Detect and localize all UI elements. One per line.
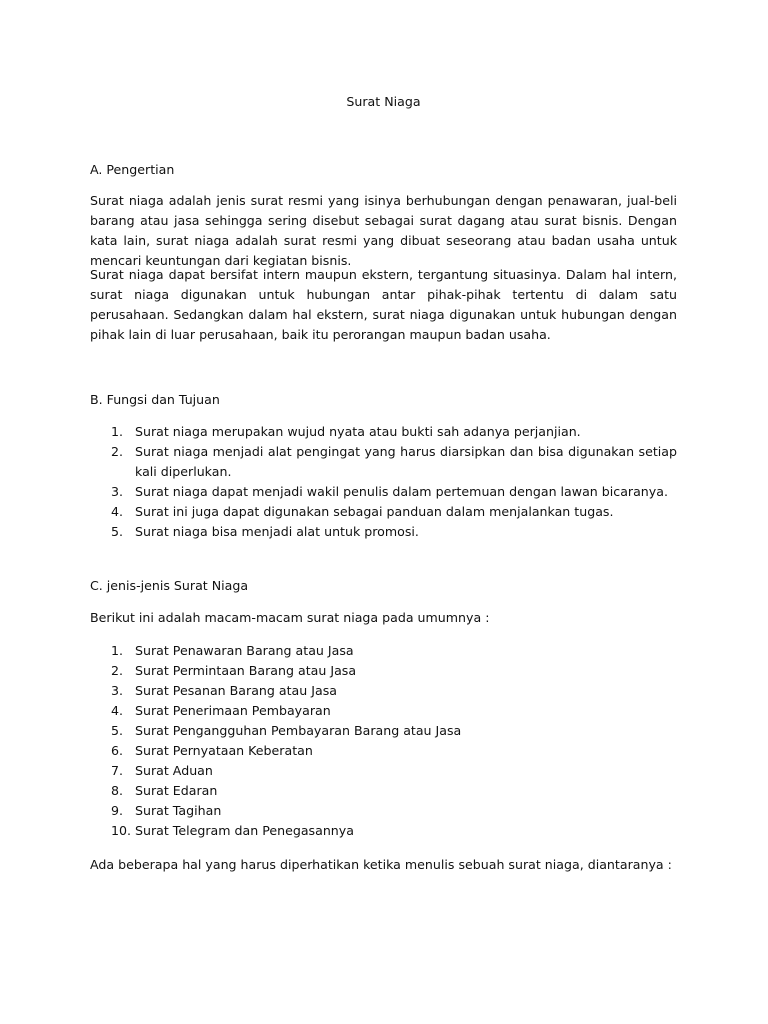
list-item: [90, 721, 677, 741]
list-item-text: Surat Pernyataan Keberatan: [135, 743, 313, 758]
list-item-text: Surat niaga menjadi alat pengingat yang harus diarsipkan dan bisa digunakan setiap kali diperlukan.: [135, 444, 677, 479]
list-item-text: Surat Permintaan Barang atau Jasa: [135, 663, 357, 678]
list-item-number: 7.: [111, 763, 124, 778]
list-item: [90, 821, 677, 841]
section-a-paragraph-1: Surat niaga adalah jenis surat resmi yang isinya berhubungan dengan penawaran, jual-beli barang atau jasa sehingga sering disebut sebagai surat dagang atau surat bisnis. Dengan kata lain, surat niaga adalah surat resmi yang dibuat seseorang atau badan usaha untuk mencari keuntungan dari kegiatan bisnis.: [90, 193, 677, 268]
list-item: [90, 482, 677, 502]
document-page: [90, 0, 677, 1024]
list-item-text: Surat Pengangguhan Pembayaran Barang atau Jasa: [135, 723, 462, 738]
list-item: [90, 781, 677, 801]
section-c-heading: C. jenis-jenis Surat Niaga: [90, 578, 249, 593]
list-item-text: Surat Penawaran Barang atau Jasa: [135, 643, 354, 658]
list-item-number: 5.: [111, 524, 124, 539]
section-a-paragraph-2: Surat niaga dapat bersifat intern maupun ekstern, tergantung situasinya. Dalam hal intern, surat niaga digunakan untuk hubungan antar pihak-pihak tertentu di dalam satu perusahaan. Sedangkan dalam hal ekstern, surat niaga digunakan untuk hubungan dengan pihak lain di luar perusahaan, baik itu perorangan maupun badan usaha.: [90, 267, 677, 342]
section-b-heading: B. Fungsi dan Tujuan: [90, 392, 220, 407]
list-item-number: 1.: [111, 643, 124, 658]
section-a-heading: A. Pengertian: [90, 162, 175, 177]
list-item-text: Surat niaga merupakan wujud nyata atau bukti sah adanya perjanjian.: [135, 424, 581, 439]
list-item-text: Surat ini juga dapat digunakan sebagai panduan dalam menjalankan tugas.: [135, 504, 614, 519]
list-item-number: 5.: [111, 723, 124, 738]
document-title: Surat Niaga: [346, 94, 421, 109]
section-c-list: [90, 641, 677, 841]
list-item-number: 3.: [111, 484, 124, 499]
list-item: [90, 701, 677, 721]
list-item: [90, 681, 677, 701]
section-b-list: [90, 422, 677, 542]
list-item-number: 1.: [111, 424, 124, 439]
list-item-number: 4.: [111, 703, 124, 718]
list-item-text: Surat niaga bisa menjadi alat untuk promosi.: [135, 524, 419, 539]
list-item: [90, 502, 677, 522]
list-item-number: 9.: [111, 803, 124, 818]
list-item-text: Surat Pesanan Barang atau Jasa: [135, 683, 337, 698]
list-item-text: Surat Penerimaan Pembayaran: [135, 703, 331, 718]
list-item-text: Surat Aduan: [135, 763, 213, 778]
list-item-text: Surat Tagihan: [135, 803, 222, 818]
list-item: [90, 661, 677, 681]
list-item: [90, 741, 677, 761]
list-item: [90, 801, 677, 821]
list-item: [90, 422, 677, 442]
list-item: [90, 442, 677, 482]
list-item-number: 6.: [111, 743, 124, 758]
list-item-text: Surat Telegram dan Penegasannya: [135, 823, 354, 838]
list-item-number: 4.: [111, 504, 124, 519]
section-c-closing: Ada beberapa hal yang harus diperhatikan ketika menulis sebuah surat niaga, diantaranya :: [90, 857, 672, 872]
list-item: [90, 641, 677, 661]
list-item-number: 10.: [111, 823, 132, 838]
section-c-intro: Berikut ini adalah macam-macam surat niaga pada umumnya :: [90, 610, 490, 625]
list-item-number: 2.: [111, 663, 124, 678]
list-item-text: Surat niaga dapat menjadi wakil penulis dalam pertemuan dengan lawan bicaranya.: [135, 484, 668, 499]
list-item: [90, 522, 677, 542]
list-item-text: Surat Edaran: [135, 783, 218, 798]
list-item-number: 2.: [111, 444, 124, 459]
list-item-number: 8.: [111, 783, 124, 798]
list-item-number: 3.: [111, 683, 124, 698]
list-item: [90, 761, 677, 781]
